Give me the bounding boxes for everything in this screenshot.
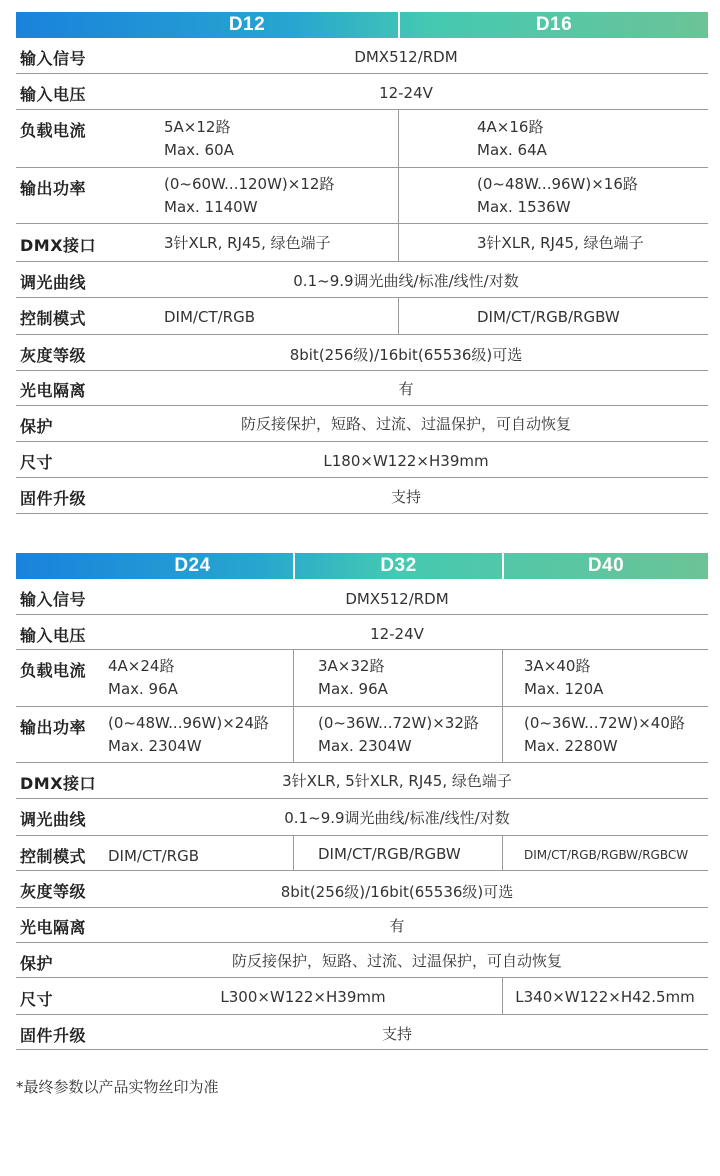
row-isolation <box>16 371 708 406</box>
cell-d24-line1: 4A×24路 <box>108 657 175 675</box>
cell-d32-line1: (0~36W...72W)×32路 <box>318 714 479 732</box>
cell-d16-line2: Max. 64A <box>477 141 547 159</box>
cell-d12-line2: Max. 60A <box>164 141 234 159</box>
row-protection <box>16 406 708 442</box>
cell-value: 支持 <box>390 488 421 506</box>
row-label: 输出功率 <box>20 179 87 198</box>
cell-value: 3针XLR, 5针XLR, RJ45, 绿色端子 <box>282 772 512 790</box>
row-label: 灰度等级 <box>20 346 87 365</box>
row-input-voltage <box>16 615 708 650</box>
cell-value: DMX512/RDM <box>354 48 458 66</box>
row-label: 保护 <box>20 954 54 973</box>
cell-d12-line2: Max. 1140W <box>164 198 258 216</box>
cell-value: 8bit(256级)/16bit(65536级)可选 <box>280 883 514 901</box>
row-grayscale <box>16 335 708 371</box>
row-label: 固件升级 <box>20 489 87 508</box>
cell-d12-line1: (0~60W...120W)×12路 <box>164 175 335 193</box>
cell-d40-line2: Max. 2280W <box>524 737 618 755</box>
row-label: 光电隔离 <box>20 381 87 400</box>
header-d16: D16 <box>398 12 708 38</box>
row-label: 输入电压 <box>20 626 87 645</box>
cell-d12-line1: 5A×12路 <box>164 118 231 136</box>
cell-d24-line1: (0~48W...96W)×24路 <box>108 714 269 732</box>
row-label: 控制模式 <box>20 309 87 328</box>
column-divider <box>502 650 503 706</box>
row-control-mode <box>16 298 708 335</box>
row-isolation <box>16 908 708 943</box>
row-dmx-port <box>16 224 708 262</box>
row-label: 调光曲线 <box>20 810 87 829</box>
spec-table-d12-d16 <box>16 12 708 514</box>
cell-value: 0.1~9.9调光曲线/标准/线性/对数 <box>284 809 510 827</box>
cell-value: 有 <box>389 917 405 935</box>
cell-d32-line2: Max. 2304W <box>318 737 412 755</box>
row-firmware <box>16 1015 708 1050</box>
header-d24: D24 <box>174 555 211 576</box>
row-load-current <box>16 110 708 168</box>
cell-d16: 3针XLR, RJ45, 绿色端子 <box>477 234 644 252</box>
row-label: 输出功率 <box>20 718 87 737</box>
cell-d32-line2: Max. 96A <box>318 680 388 698</box>
cell-d40-line2: Max. 120A <box>524 680 604 698</box>
column-divider <box>398 110 399 167</box>
cell-d40-line1: (0~36W...72W)×40路 <box>524 714 685 732</box>
row-input-signal <box>16 579 708 615</box>
row-label: 光电隔离 <box>20 918 87 937</box>
column-divider <box>293 836 294 870</box>
cell-d40: DIM/CT/RGB/RGBW/RGBCW <box>524 848 689 862</box>
row-label: 输入电压 <box>20 85 87 104</box>
cell-value: 防反接保护，短路、过流、过温保护，可自动恢复 <box>231 952 562 970</box>
cell-d32: DIM/CT/RGB/RGBW <box>318 845 461 863</box>
footnote: *最终参数以产品实物丝印为准 <box>16 1078 219 1096</box>
cell-d24-line2: Max. 2304W <box>108 737 202 755</box>
cell-d40: L340×W122×H42.5mm <box>515 988 695 1006</box>
cell-value: 支持 <box>381 1025 412 1043</box>
column-divider <box>502 707 503 762</box>
cell-value: 12-24V <box>370 625 424 643</box>
cell-d12: DIM/CT/RGB <box>164 308 255 326</box>
column-divider <box>398 224 399 261</box>
cell-d16-line2: Max. 1536W <box>477 198 571 216</box>
row-label: 尺寸 <box>20 990 54 1009</box>
row-grayscale <box>16 871 708 908</box>
row-label: DMX接口 <box>20 774 97 793</box>
cell-d12: 3针XLR, RJ45, 绿色端子 <box>164 234 331 252</box>
row-label: 输入信号 <box>20 590 87 609</box>
row-size <box>16 978 708 1015</box>
row-label: DMX接口 <box>20 236 97 255</box>
row-label: 固件升级 <box>20 1026 87 1045</box>
cell-d40-line1: 3A×40路 <box>524 657 591 675</box>
row-protection <box>16 943 708 978</box>
spec-table-d24-d32-d40 <box>16 553 708 1050</box>
row-label: 尺寸 <box>20 453 54 472</box>
row-label: 输入信号 <box>20 49 87 68</box>
column-divider <box>398 168 399 223</box>
row-firmware <box>16 478 708 514</box>
header-d40: D40 <box>502 553 708 579</box>
cell-d16-line1: 4A×16路 <box>477 118 544 136</box>
cell-value: L180×W122×H39mm <box>323 452 489 470</box>
cell-value: 防反接保护，短路、过流、过温保护，可自动恢复 <box>240 415 571 433</box>
cell-d24-d32: L300×W122×H39mm <box>220 988 386 1006</box>
row-label: 控制模式 <box>20 847 87 866</box>
row-dmx-port <box>16 763 708 799</box>
cell-value: DMX512/RDM <box>345 590 449 608</box>
row-dimming-curve <box>16 799 708 836</box>
row-output-power <box>16 168 708 224</box>
cell-d24-line2: Max. 96A <box>108 680 178 698</box>
row-control-mode <box>16 836 708 871</box>
row-input-voltage <box>16 74 708 110</box>
cell-value: 0.1~9.9调光曲线/标准/线性/对数 <box>293 272 519 290</box>
cell-d32-line1: 3A×32路 <box>318 657 385 675</box>
row-input-signal <box>16 38 708 74</box>
column-divider <box>398 298 399 334</box>
column-divider <box>293 707 294 762</box>
cell-d16-line1: (0~48W...96W)×16路 <box>477 175 638 193</box>
cell-d16: DIM/CT/RGB/RGBW <box>477 308 620 326</box>
table-header <box>16 553 708 579</box>
column-divider <box>502 836 503 870</box>
cell-d24: DIM/CT/RGB <box>108 847 199 865</box>
row-label: 保护 <box>20 417 54 436</box>
cell-value: 有 <box>398 380 414 398</box>
row-dimming-curve <box>16 262 708 298</box>
row-label: 负载电流 <box>20 121 87 140</box>
column-divider <box>293 650 294 706</box>
row-label: 调光曲线 <box>20 273 87 292</box>
row-size <box>16 442 708 478</box>
cell-value: 8bit(256级)/16bit(65536级)可选 <box>289 346 523 364</box>
cell-value: 12-24V <box>379 84 433 102</box>
table-header <box>16 12 708 38</box>
header-d32: D32 <box>293 553 502 579</box>
row-load-current <box>16 650 708 707</box>
row-label: 灰度等级 <box>20 882 87 901</box>
header-d12: D12 <box>228 14 266 35</box>
row-label: 负载电流 <box>20 661 87 680</box>
row-output-power <box>16 707 708 763</box>
